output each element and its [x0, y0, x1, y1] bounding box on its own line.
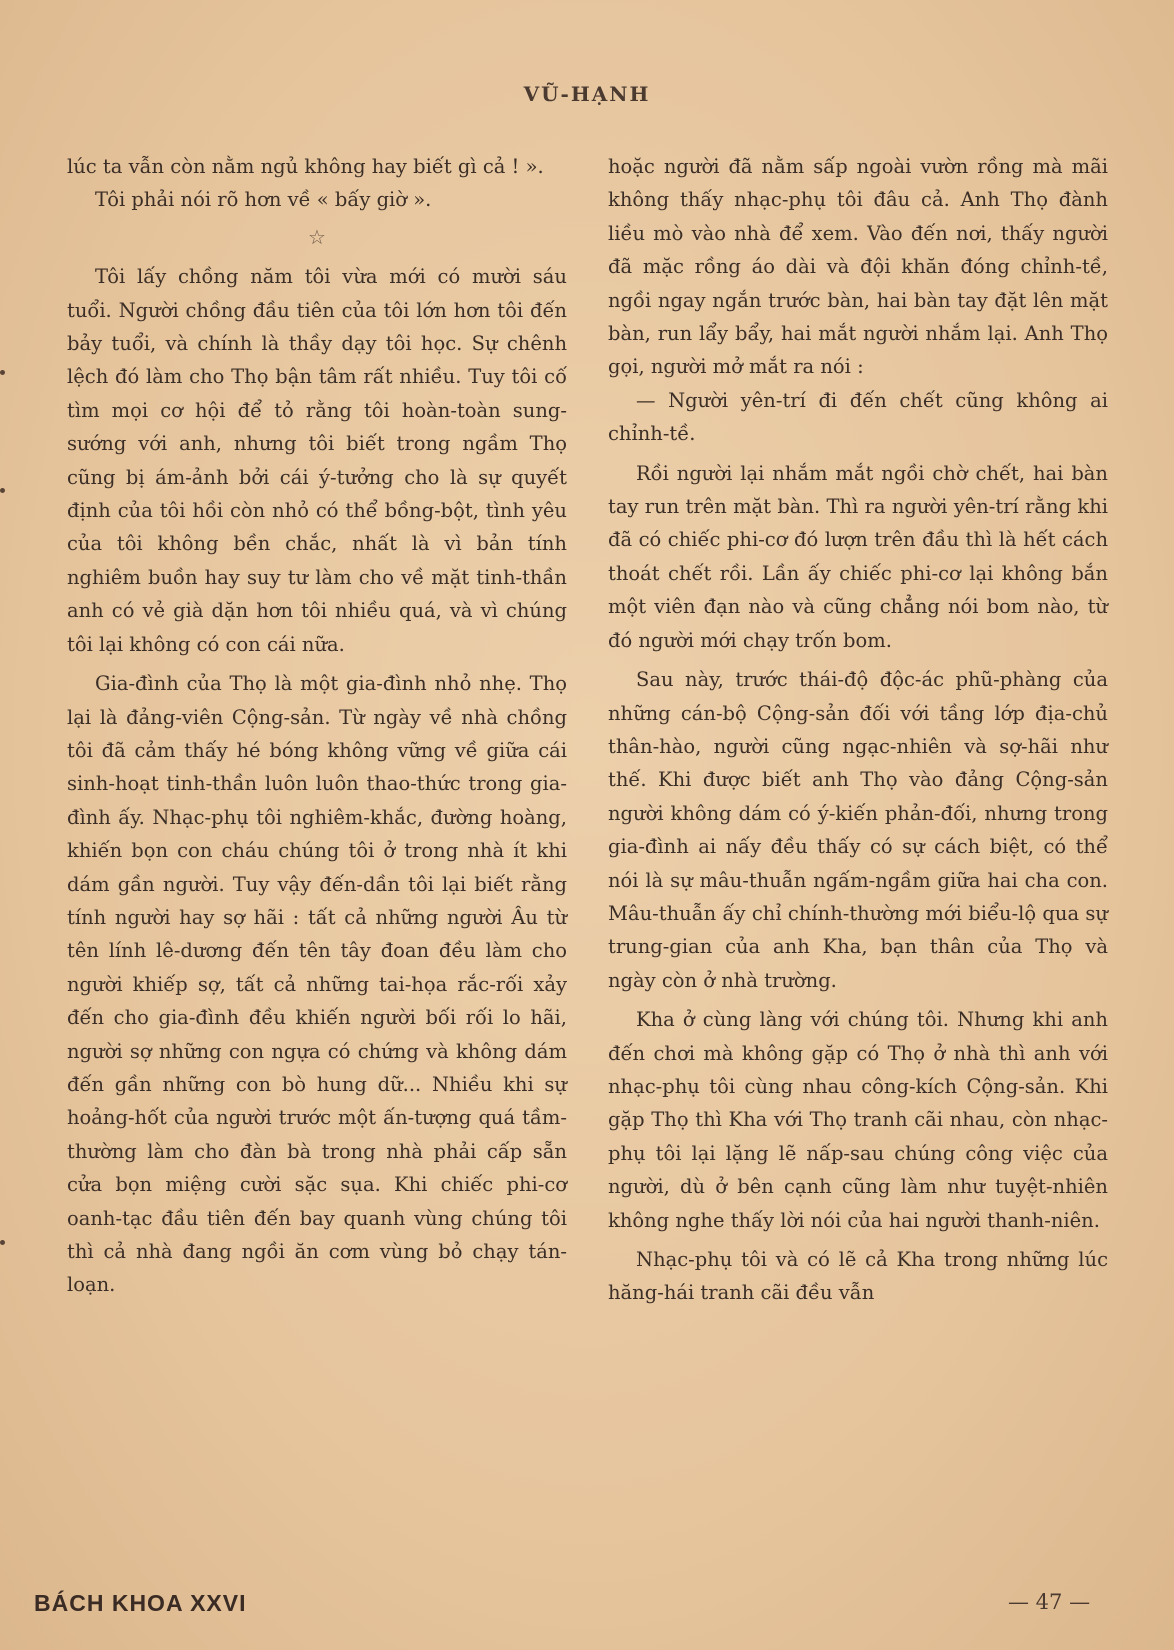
paragraph: Nhạc-phụ tôi và có lẽ cả Kha trong những lúc hăng-hái tranh cãi đều vẫn [608, 1248, 1108, 1305]
left-column [67, 150, 567, 1302]
dialogue-line: — Người yên-trí đi đến chết cũng không ai chỉnh-tề. [608, 388, 1108, 446]
intro-text: lúc ta vẫn còn nằm ngủ không hay biết gì cả ! ». [67, 155, 544, 178]
paragraph: Gia-đình của Thọ là một gia-đình nhỏ nhẹ. Thọ lại là đảng-viên Cộng-sản. Từ ngày về nhà chồng tôi đã cảm thấy hé bóng không vững về giữa cái sinh-hoạt tinh-thần luôn luôn thao-thức trong gia-đình ấy. Nhạc-phụ tôi nghiêm-khắc, đường hoàng, khiến bọn con cháu chúng tôi ở trong nhà ít khi dám gần người. Tuy vậy đến-dần tôi lại biết rằng tính người hay sợ hãi : tất cả những người Âu từ tên lính lê-dương đến tên tây đoan đều làm cho người khiếp sợ, tất cả những tai-họa rắc-rối xảy đến cho gia-đình đều khiến người bối rối lo hãi, người sợ những con ngựa có chứng và không dám đến gần những con bò hung dữ... Nhiều khi sự hoảng-hốt của người trước một ấn-tượng quá tầm-thường làm cho đàn bà trong nhà phải cấp sẵn cửa bọn miệng cười sặc sụa. Khi chiếc phi-cơ oanh-tạc đầu tiên đến bay quanh vùng chúng tôi thì cả nhà đang ngồi ăn cơm vùng bỏ chạy tán-loạn. [67, 672, 567, 1297]
paragraph: hoặc người đã nằm sấp ngoài vườn rồng mà mãi không thấy nhạc-phụ tôi đâu cả. Anh Thọ đành liều mò vào nhà để xem. Vào đến nơi, thấy người đã mặc rồng áo dài và đội khăn đóng chỉnh-tề, ngồi ngay ngắn trước bàn, hai bàn tay đặt lên mặt bàn, run lẩy bẩy, hai mắt người nhắm lại. Anh Thọ gọi, người mở mắt ra nói : [608, 155, 1108, 379]
paragraph: Tôi lấy chồng năm tôi vừa mới có mười sáu tuổi. Người chồng đầu tiên của tôi lớn hơn tôi đến bảy tuổi, và chính là thầy dạy tôi học. Sự chênh lệch đó làm cho Thọ bận tâm rất nhiều. Tuy tôi cố tìm mọi cơ hội để tỏ rằng tôi hoàn-toàn sung-sướng với anh, nhưng tôi biết trong ngầm Thọ cũng bị ám-ảnh bởi cái ý-tưởng cho là sự quyết định của tôi hồi còn nhỏ có thể bồng-bột, tình yêu của tôi không bền chắc, nhất là vì bản tính nghiêm buồn hay suy tư làm cho về mặt tinh-thần anh có vẻ già dặn hơn tôi nhiều quá, và vì chúng tôi lại không có con cái nữa. [67, 265, 567, 656]
page-number: — 47 — [1008, 1590, 1091, 1614]
intro-text-2: Tôi phải nói rõ hơn về « bấy giờ ». [95, 188, 432, 212]
paragraph: Rồi người lại nhắm mắt ngồi chờ chết, hai bàn tay run trên mặt bàn. Thì ra người yên-trí rằng khi đã có chiếc phi-cơ đó lượn trên đầu thì là hết cách thoát chết rồi. Lần ấy chiếc phi-cơ lại không bắn một viên đạn nào và cũng chẳng nói bom nào, từ đó người mới chạy trốn bom. [608, 461, 1108, 652]
page-edge-mark [0, 370, 5, 375]
page-header: VŨ-HẠNH [523, 82, 651, 106]
publication-name: BÁCH KHOA XXVI [34, 1590, 247, 1616]
page-edge-mark [0, 488, 5, 493]
paragraph: Kha ở cùng làng với chúng tôi. Nhưng khi anh đến chơi mà không gặp có Thọ ở nhà thì anh với nhạc-phụ tôi cùng nhau công-kích Cộng-sản. Khi gặp Thọ thì Kha với Thọ tranh cãi nhau, còn nhạc-phụ tôi lại lặng lẽ nấp-sau chúng công việc của người, dù ở bên cạnh cũng làm như tuyệt-nhiên không nghe thấy lời nói của hai người thanh-niên. [608, 1008, 1108, 1232]
paragraph: Sau này, trước thái-độ độc-ác phũ-phàng của những cán-bộ Cộng-sản đối với tầng lớp địa-chủ thân-hào, người cũng ngạc-nhiên và sợ-hãi như thế. Khi được biết anh Thọ vào đảng Cộng-sản người không dám có ý-kiến phản-đối, nhưng trong gia-đình ai nấy đều thấy có sự cách biệt, có thể nói là sự mâu-thuẫn ngấm-ngầm giữa hai cha con. Mâu-thuẫn ấy chỉ chính-thường mới biểu-lộ qua sự trung-gian của anh Kha, bạn thân của Thọ và ngày còn ở nhà trường. [608, 668, 1108, 992]
page-edge-mark [0, 1240, 5, 1245]
right-column [608, 150, 1108, 1310]
section-divider-star: ☆ [308, 224, 326, 249]
